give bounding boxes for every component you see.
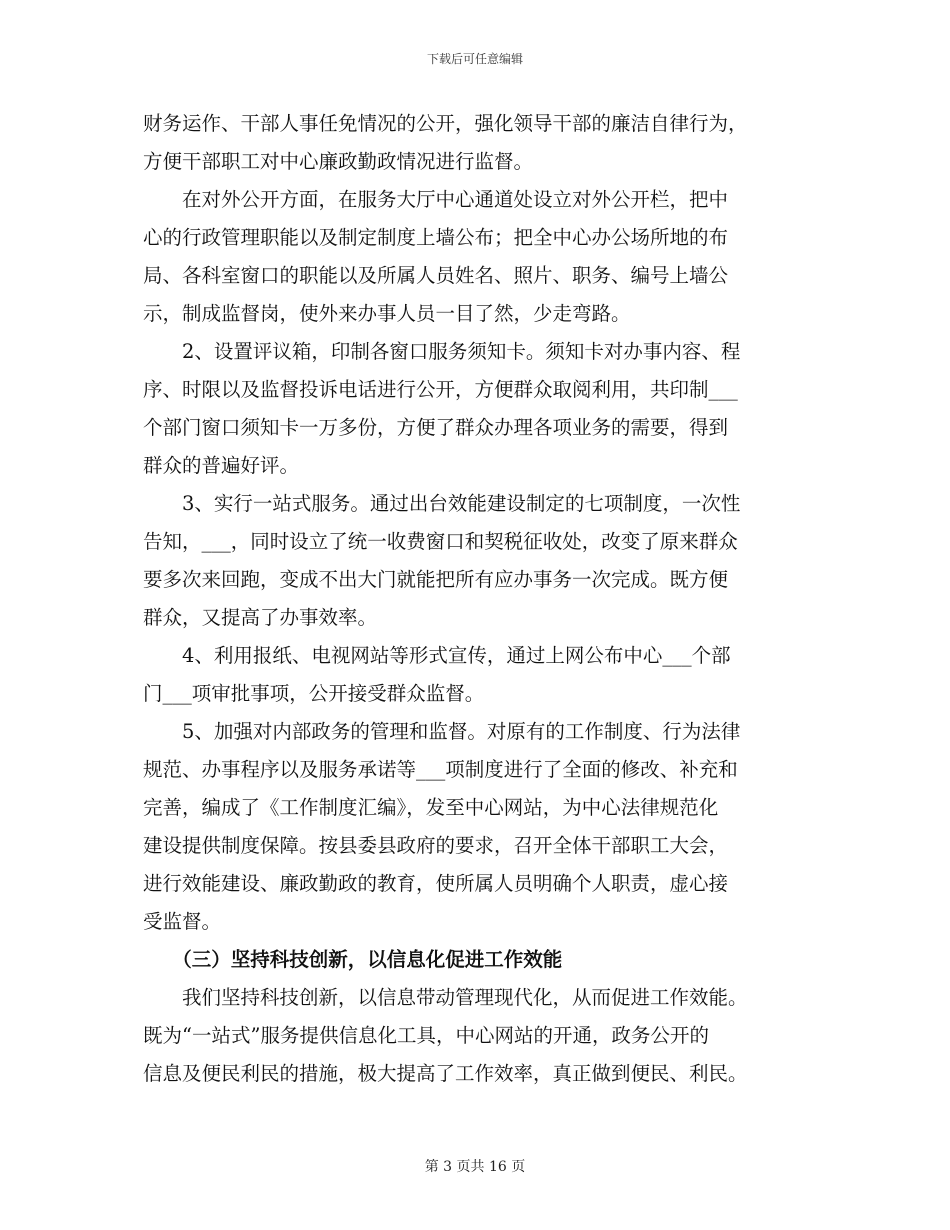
paragraph-line: 告知，___，同时设立了统一收费窗口和契税征收处，改变了原来群众 <box>143 530 738 553</box>
paragraph-line: 方便干部职工对中心廉政勤政情况进行监督。 <box>143 150 534 173</box>
paragraph-line: 心的行政管理职能以及制定制度上墙公布；把全中心办公场所地的布 <box>143 226 729 249</box>
paragraph-line: 建设提供制度保障。按县委县政府的要求，召开全体干部职工大会， <box>143 834 729 857</box>
paragraph-line: 3、实行一站式服务。通过出台效能建设制定的七项制度，一次性 <box>143 492 741 515</box>
section-heading: （三）坚持科技创新，以信息化促进工作效能 <box>143 948 563 971</box>
document-body <box>143 105 813 1093</box>
paragraph-line: 5、加强对内部政务的管理和监督。对原有的工作制度、行为法律 <box>143 720 741 743</box>
paragraph-line: 财务运作、干部人事任免情况的公开，强化领导干部的廉洁自律行为， <box>143 112 748 135</box>
paragraph-line: 受监督。 <box>143 910 222 933</box>
paragraph-line: 群众，又提高了办事效率。 <box>143 606 378 629</box>
paragraph-line: 门___项审批事项，公开接受群众监督。 <box>143 682 485 705</box>
paragraph-line: 进行效能建设、廉政勤政的教育，使所属人员明确个人职责，虚心接 <box>143 872 729 895</box>
paragraph-line: 群众的普遍好评。 <box>143 454 300 477</box>
paragraph-line: 个部门窗口须知卡一万多份，方便了群众办理各项业务的需要，得到 <box>143 416 729 439</box>
page-number: 第 3 页共 16 页 <box>424 1159 526 1175</box>
paragraph-line: 4、利用报纸、电视网站等形式宣传，通过上网公布中心___个部 <box>143 644 731 667</box>
page-header-note: 下载后可任意编辑 <box>426 52 523 66</box>
paragraph-line: 2、设置评议箱，印制各窗口服务须知卡。须知卡对办事内容、程 <box>143 340 741 363</box>
paragraph-line: 规范、办事程序以及服务承诺等___项制度进行了全面的修改、补充和 <box>143 758 738 781</box>
paragraph-line: 示，制成监督岗，使外来办事人员一目了然，少走弯路。 <box>143 302 631 325</box>
paragraph-line: 既为“一站式”服务提供信息化工具，中心网站的开通，政务公开的 <box>143 1024 709 1047</box>
paragraph-line: 在对外公开方面，在服务大厅中心通道处设立对外公开栏，把中 <box>143 188 729 211</box>
paragraph-line: 序、时限以及监督投诉电话进行公开，方便群众取阅利用，共印制___ <box>143 378 738 401</box>
paragraph-line: 我们坚持科技创新，以信息带动管理现代化，从而促进工作效能。 <box>143 986 748 1009</box>
paragraph-line: 局、各科室窗口的职能以及所属人员姓名、照片、职务、编号上墙公 <box>143 264 729 287</box>
paragraph-line: 要多次来回跑，变成不出大门就能把所有应办事务一次完成。既方便 <box>143 568 729 591</box>
paragraph-line: 信息及便民利民的措施，极大提高了工作效率，真正做到便民、利民。 <box>143 1062 748 1085</box>
paragraph-line: 完善，编成了《工作制度汇编》，发至中心网站，为中心法律规范化 <box>143 796 719 819</box>
